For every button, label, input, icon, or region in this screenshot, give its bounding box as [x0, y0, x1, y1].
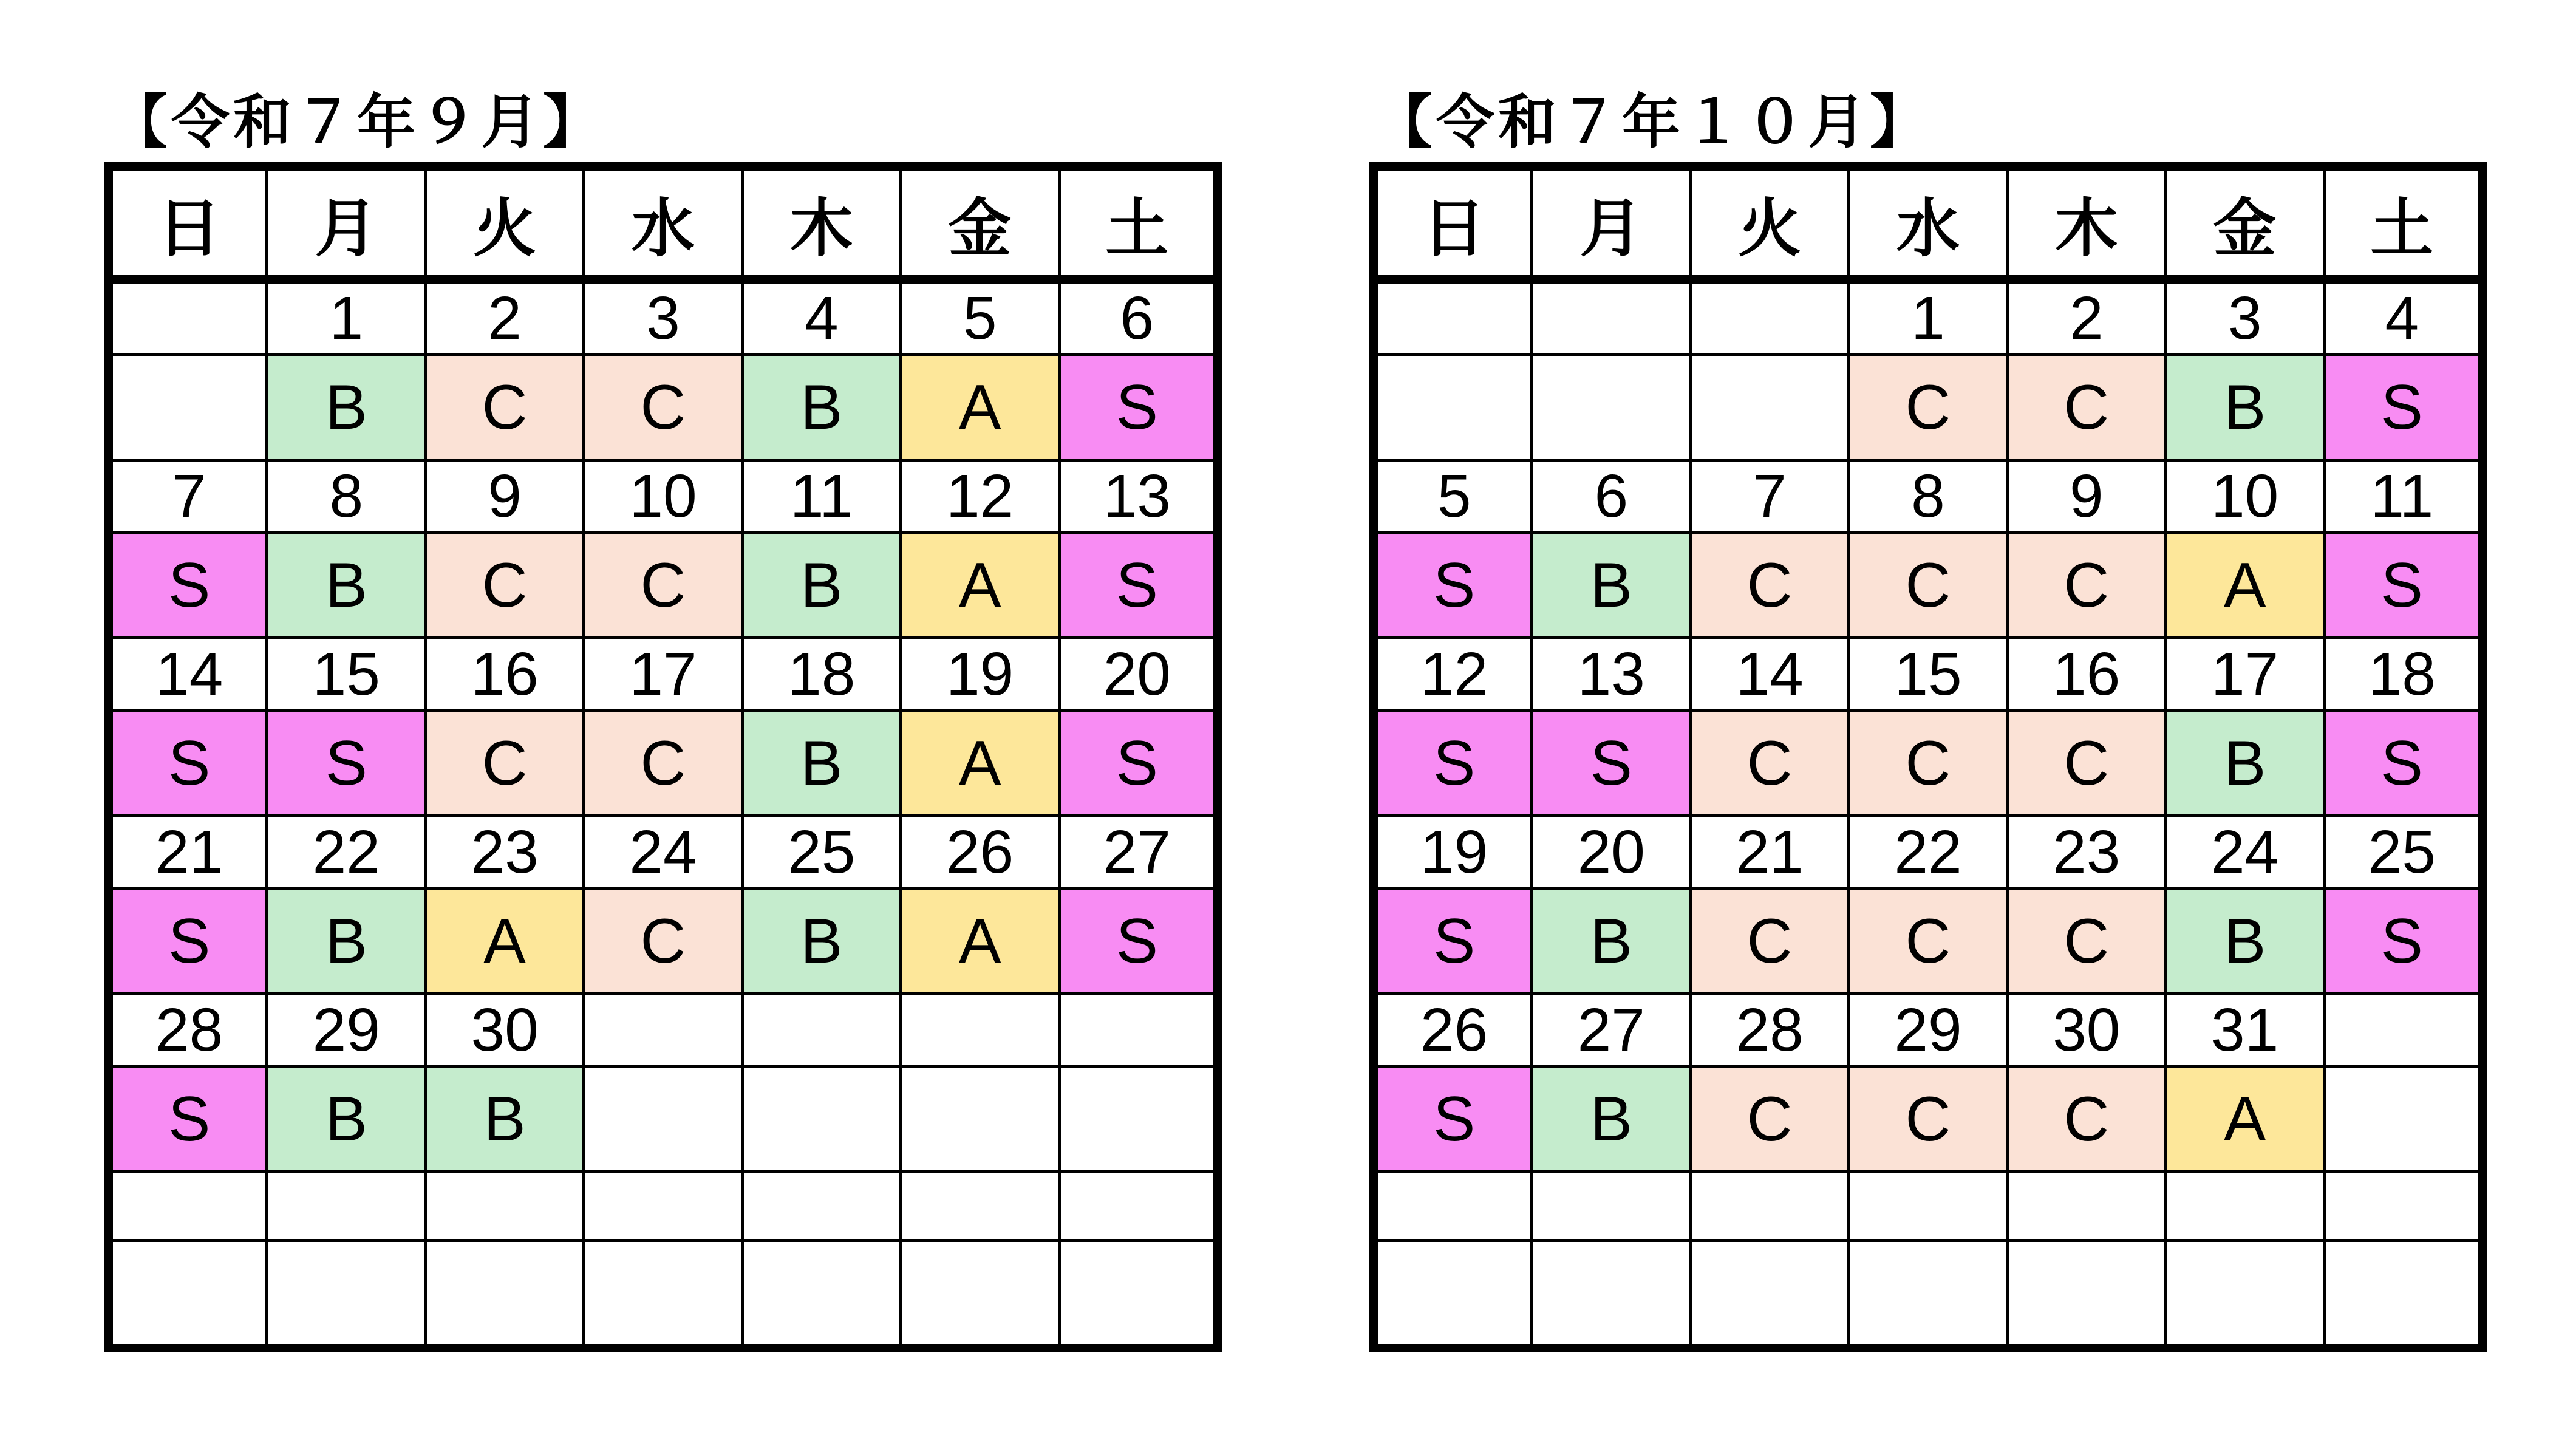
date-cell: 12 — [901, 460, 1059, 533]
empty-cell — [1691, 1172, 1849, 1241]
date-cell — [1691, 279, 1849, 355]
code-cell: C — [1849, 711, 2008, 816]
empty-cell — [1374, 1172, 1532, 1241]
empty-cell — [901, 1172, 1059, 1241]
empty-cell — [584, 1241, 743, 1349]
code-cell: A — [901, 889, 1059, 994]
code-row — [109, 355, 1218, 460]
date-cell: 27 — [1532, 994, 1691, 1067]
code-cell: C — [1691, 711, 1849, 816]
code-cell: B — [1532, 1067, 1691, 1172]
code-row — [1374, 711, 2482, 816]
weekday-header-row — [109, 166, 1218, 279]
date-cell: 27 — [1059, 816, 1218, 889]
date-cell: 15 — [267, 638, 426, 711]
date-cell: 17 — [584, 638, 743, 711]
code-cell: C — [1849, 355, 2008, 460]
date-cell: 30 — [2007, 994, 2165, 1067]
code-cell: C — [584, 711, 743, 816]
code-cell: C — [1849, 1067, 2008, 1172]
date-cell: 20 — [1059, 638, 1218, 711]
date-cell: 19 — [901, 638, 1059, 711]
date-cell: 20 — [1532, 816, 1691, 889]
date-cell: 2 — [426, 279, 584, 355]
code-cell: S — [109, 1067, 267, 1172]
code-cell: A — [2165, 533, 2324, 638]
code-cell: B — [742, 355, 901, 460]
weekday-header-cell: 金 — [901, 166, 1059, 279]
code-cell: C — [584, 889, 743, 994]
code-cell: S — [1374, 889, 1532, 994]
date-cell: 14 — [109, 638, 267, 711]
weekday-header-cell: 木 — [742, 166, 901, 279]
weekday-header-cell: 土 — [2324, 166, 2482, 279]
empty-cell — [2165, 1172, 2324, 1241]
date-cell: 21 — [109, 816, 267, 889]
code-cell: B — [742, 711, 901, 816]
code-cell: B — [1532, 533, 1691, 638]
code-cell: C — [2007, 355, 2165, 460]
empty-cell — [2324, 1172, 2482, 1241]
code-cell: C — [1849, 533, 2008, 638]
code-cell: S — [2324, 355, 2482, 460]
date-cell — [2324, 994, 2482, 1067]
date-cell: 22 — [1849, 816, 2008, 889]
date-row — [1374, 816, 2482, 889]
date-cell: 11 — [2324, 460, 2482, 533]
code-cell — [901, 1067, 1059, 1172]
date-cell: 2 — [2007, 279, 2165, 355]
empty-row — [1374, 1172, 2482, 1241]
code-row — [109, 1067, 1218, 1172]
code-cell: B — [2165, 889, 2324, 994]
empty-cell — [426, 1172, 584, 1241]
date-cell: 14 — [1691, 638, 1849, 711]
code-cell: B — [267, 533, 426, 638]
date-cell — [742, 994, 901, 1067]
date-cell: 15 — [1849, 638, 2008, 711]
code-cell: S — [1059, 355, 1218, 460]
date-cell: 24 — [2165, 816, 2324, 889]
code-row — [1374, 1067, 2482, 1172]
code-cell: C — [584, 533, 743, 638]
date-row — [1374, 994, 2482, 1067]
code-cell: S — [2324, 889, 2482, 994]
weekday-header-cell: 火 — [426, 166, 584, 279]
date-cell: 5 — [901, 279, 1059, 355]
date-cell: 29 — [267, 994, 426, 1067]
code-cell — [584, 1067, 743, 1172]
code-cell — [1374, 355, 1532, 460]
date-cell: 26 — [1374, 994, 1532, 1067]
date-row — [109, 638, 1218, 711]
date-cell: 25 — [742, 816, 901, 889]
code-cell — [1059, 1067, 1218, 1172]
code-cell: S — [1532, 711, 1691, 816]
weekday-header-cell: 月 — [267, 166, 426, 279]
date-cell: 22 — [267, 816, 426, 889]
weekday-header-cell: 水 — [1849, 166, 2008, 279]
calendar-grid — [1369, 162, 2487, 1352]
date-cell: 1 — [1849, 279, 2008, 355]
date-row — [109, 279, 1218, 355]
code-cell: B — [742, 533, 901, 638]
empty-cell — [2007, 1172, 2165, 1241]
code-cell: B — [267, 889, 426, 994]
calendar-october — [1369, 73, 2487, 1352]
code-cell: S — [1059, 889, 1218, 994]
date-cell: 8 — [267, 460, 426, 533]
weekday-header-cell: 土 — [1059, 166, 1218, 279]
code-cell: A — [901, 533, 1059, 638]
calendar-title: 【令和７年１０月】 — [1374, 90, 1932, 155]
empty-cell — [742, 1241, 901, 1349]
date-cell: 12 — [1374, 638, 1532, 711]
weekday-header-cell: 水 — [584, 166, 743, 279]
empty-cell — [1374, 1241, 1532, 1349]
date-row — [109, 460, 1218, 533]
date-cell — [901, 994, 1059, 1067]
empty-cell — [1532, 1241, 1691, 1349]
date-cell: 16 — [426, 638, 584, 711]
code-cell: A — [426, 889, 584, 994]
empty-cell — [1849, 1172, 2008, 1241]
code-cell: C — [2007, 533, 2165, 638]
code-row — [109, 889, 1218, 994]
empty-cell — [584, 1172, 743, 1241]
code-cell: S — [1374, 533, 1532, 638]
date-cell: 9 — [2007, 460, 2165, 533]
code-cell: S — [1059, 533, 1218, 638]
code-cell: B — [267, 355, 426, 460]
weekday-header-cell: 日 — [1374, 166, 1532, 279]
code-cell: C — [2007, 711, 2165, 816]
date-row — [1374, 279, 2482, 355]
date-row — [1374, 460, 2482, 533]
code-cell — [2324, 1067, 2482, 1172]
code-cell — [109, 355, 267, 460]
empty-cell — [426, 1241, 584, 1349]
date-row — [1374, 638, 2482, 711]
code-cell: C — [2007, 889, 2165, 994]
code-row — [109, 711, 1218, 816]
calendar-title: 【令和７年９月】 — [109, 90, 605, 155]
code-cell: C — [584, 355, 743, 460]
date-cell: 19 — [1374, 816, 1532, 889]
code-cell: S — [267, 711, 426, 816]
date-cell: 24 — [584, 816, 743, 889]
code-cell: A — [2165, 1067, 2324, 1172]
calendar-grid — [104, 162, 1222, 1352]
weekday-header-cell: 月 — [1532, 166, 1691, 279]
date-cell: 5 — [1374, 460, 1532, 533]
date-cell: 23 — [426, 816, 584, 889]
date-cell: 18 — [742, 638, 901, 711]
empty-cell — [109, 1241, 267, 1349]
date-cell: 30 — [426, 994, 584, 1067]
weekday-header-row — [1374, 166, 2482, 279]
code-cell — [742, 1067, 901, 1172]
date-cell: 13 — [1059, 460, 1218, 533]
date-row — [109, 994, 1218, 1067]
code-cell: S — [109, 889, 267, 994]
date-cell: 23 — [2007, 816, 2165, 889]
date-cell: 6 — [1059, 279, 1218, 355]
date-cell: 10 — [584, 460, 743, 533]
date-cell: 4 — [742, 279, 901, 355]
date-row — [109, 816, 1218, 889]
code-cell: B — [2165, 355, 2324, 460]
calendar-september — [104, 73, 1222, 1352]
code-cell: S — [109, 711, 267, 816]
date-cell — [1532, 279, 1691, 355]
code-cell — [1691, 355, 1849, 460]
code-cell: A — [901, 355, 1059, 460]
code-cell: C — [1849, 889, 2008, 994]
date-cell: 9 — [426, 460, 584, 533]
code-row — [1374, 889, 2482, 994]
empty-cell — [109, 1172, 267, 1241]
date-cell: 28 — [1691, 994, 1849, 1067]
date-cell: 7 — [109, 460, 267, 533]
date-cell — [584, 994, 743, 1067]
date-cell — [1374, 279, 1532, 355]
date-cell: 11 — [742, 460, 901, 533]
empty-cell — [1691, 1241, 1849, 1349]
code-row — [1374, 533, 2482, 638]
date-cell: 10 — [2165, 460, 2324, 533]
empty-cell — [2007, 1241, 2165, 1349]
code-cell: S — [1374, 1067, 1532, 1172]
date-cell: 13 — [1532, 638, 1691, 711]
empty-cell — [901, 1241, 1059, 1349]
code-cell: B — [2165, 711, 2324, 816]
code-cell: C — [426, 355, 584, 460]
date-cell: 21 — [1691, 816, 1849, 889]
empty-cell — [742, 1172, 901, 1241]
date-cell: 1 — [267, 279, 426, 355]
date-cell: 18 — [2324, 638, 2482, 711]
date-cell: 7 — [1691, 460, 1849, 533]
empty-row — [109, 1241, 1218, 1349]
empty-cell — [1059, 1172, 1218, 1241]
code-cell: B — [267, 1067, 426, 1172]
code-cell: S — [2324, 533, 2482, 638]
date-cell: 31 — [2165, 994, 2324, 1067]
date-cell: 17 — [2165, 638, 2324, 711]
date-cell: 29 — [1849, 994, 2008, 1067]
date-cell: 3 — [584, 279, 743, 355]
date-cell: 4 — [2324, 279, 2482, 355]
code-cell: C — [1691, 533, 1849, 638]
date-cell: 28 — [109, 994, 267, 1067]
empty-cell — [2165, 1241, 2324, 1349]
empty-cell — [1849, 1241, 2008, 1349]
empty-cell — [1059, 1241, 1218, 1349]
empty-cell — [1532, 1172, 1691, 1241]
empty-cell — [267, 1172, 426, 1241]
code-cell: C — [426, 533, 584, 638]
date-cell: 26 — [901, 816, 1059, 889]
code-cell: C — [1691, 889, 1849, 994]
code-row — [1374, 355, 2482, 460]
date-cell — [109, 279, 267, 355]
code-cell: B — [742, 889, 901, 994]
date-cell: 6 — [1532, 460, 1691, 533]
weekday-header-cell: 木 — [2007, 166, 2165, 279]
code-cell: B — [426, 1067, 584, 1172]
code-row — [109, 533, 1218, 638]
code-cell: B — [1532, 889, 1691, 994]
code-cell: S — [2324, 711, 2482, 816]
weekday-header-cell: 日 — [109, 166, 267, 279]
date-cell: 8 — [1849, 460, 2008, 533]
code-cell: C — [426, 711, 584, 816]
date-cell — [1059, 994, 1218, 1067]
code-cell: S — [1374, 711, 1532, 816]
code-cell: C — [2007, 1067, 2165, 1172]
weekday-header-cell: 火 — [1691, 166, 1849, 279]
date-cell: 16 — [2007, 638, 2165, 711]
date-cell: 25 — [2324, 816, 2482, 889]
empty-row — [1374, 1241, 2482, 1349]
empty-cell — [267, 1241, 426, 1349]
code-cell: S — [1059, 711, 1218, 816]
code-cell: S — [109, 533, 267, 638]
empty-row — [109, 1172, 1218, 1241]
code-cell — [1532, 355, 1691, 460]
weekday-header-cell: 金 — [2165, 166, 2324, 279]
code-cell: C — [1691, 1067, 1849, 1172]
code-cell: A — [901, 711, 1059, 816]
empty-cell — [2324, 1241, 2482, 1349]
date-cell: 3 — [2165, 279, 2324, 355]
